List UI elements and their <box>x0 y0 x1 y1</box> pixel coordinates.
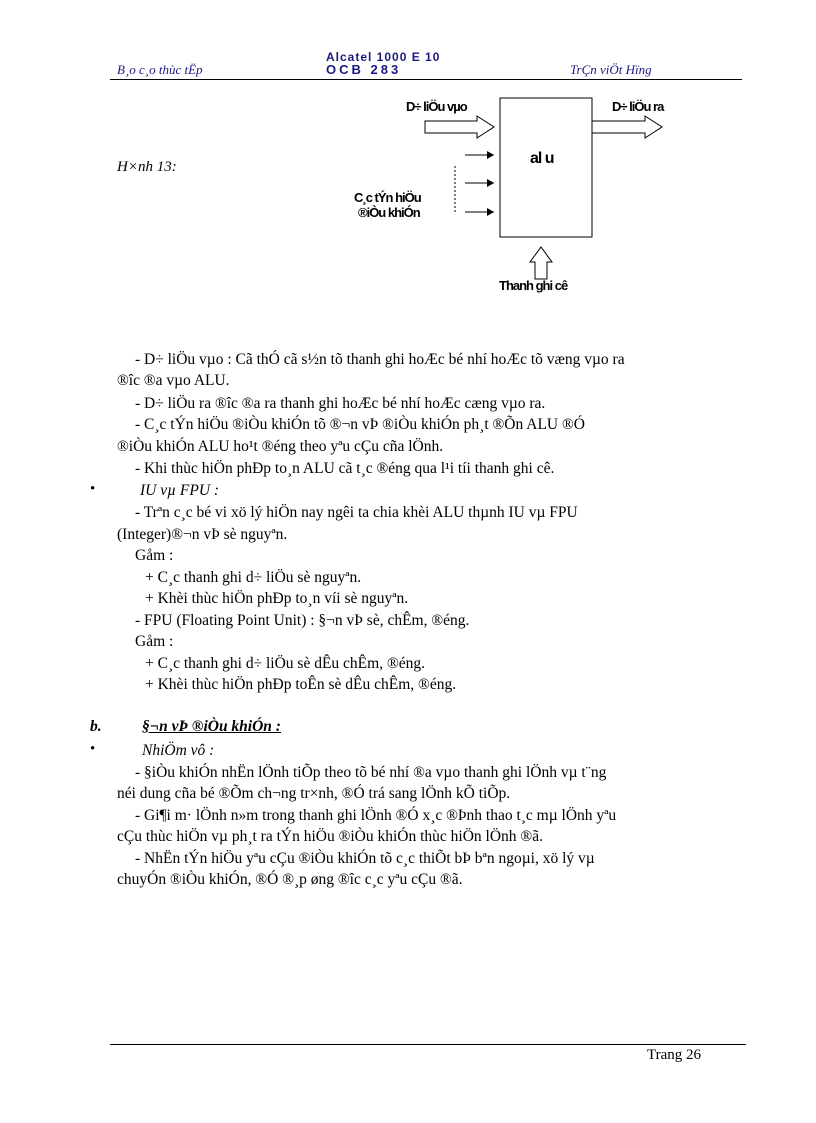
control-arrow-3-head <box>487 208 494 216</box>
data-in-label: D÷ liÖu vµo <box>406 99 467 114</box>
control-label-line2: ®iÒu khiÓn <box>358 205 420 220</box>
paragraph-line: - C¸c tÝn hiÖu ®iÒu khiÓn tõ ®¬n vÞ ®iÒu khiÓn ph¸t ®Õn ALU ®Ó <box>135 416 585 433</box>
data-in-arrow <box>425 116 494 138</box>
control-arrow-2-head <box>487 179 494 187</box>
register-arrow <box>530 247 552 279</box>
list-item: + Khèi thùc hiÖn phÐp toÊn sè dÊu chÊm, ®éng. <box>145 676 457 693</box>
list-item: + C¸c thanh ghi d÷ liÖu sè dÊu chÊm, ®éng. <box>145 655 425 672</box>
list-item: + C¸c thanh ghi d÷ liÖu sè nguyªn. <box>145 569 362 586</box>
paragraph-line: néi dung cña bé ®Õm ch¬ng tr×nh, ®Ó trá sang lÖnh kÕ tiÕp. <box>117 785 511 802</box>
paragraph-line: - FPU (Floating Point Unit) : §¬n vÞ sè, chÊm, ®éng. <box>135 612 470 629</box>
section-number: b. <box>90 718 102 735</box>
control-label-line1: C¸c tÝn hiÖu <box>354 190 421 205</box>
page-number: Trang 26 <box>647 1047 702 1063</box>
header-logo-line1: Alcatel 1000 E 10 <box>326 50 441 64</box>
header-left-text: B¸o c¸o thùc tËp <box>117 62 203 77</box>
control-arrow-1-head <box>487 151 494 159</box>
footer-rule <box>110 1044 746 1045</box>
paragraph-line: - Gi¶i m· lÖnh n»m trong thanh ghi lÖnh ®Ó x¸c ®Þnh thao t¸c mµ lÖnh yªu <box>135 807 617 824</box>
bullet-icon: • <box>90 741 96 757</box>
paragraph-line: cÇu thùc hiÖn vµ ph¸t ra tÝn hiÖu ®iÒu khiÓn thùc hiÖn lÖnh ®ã. <box>117 828 543 845</box>
alu-diagram <box>0 0 816 300</box>
paragraph-line: chuyÓn ®iÒu khiÓn, ®Ó ®¸p øng ®îc c¸c yªu cÇu ®ã. <box>117 871 463 888</box>
paragraph-line: - NhËn tÝn hiÖu yªu cÇu ®iÒu khiÓn tõ c¸c thiÕt bÞ bªn ngoµi, xö lý vµ <box>135 850 595 867</box>
bullet-icon: • <box>90 481 96 497</box>
header-right-text: TrÇn viÖt Hïng <box>570 62 652 77</box>
paragraph-line: ®iÒu khiÓn ALU ho¹t ®éng theo yªu cÇu cña lÖnh. <box>117 438 444 455</box>
subheading-iu-fpu: IU vµ FPU : <box>140 482 220 499</box>
paragraph-line: (Integer)®¬n vÞ sè nguyªn. <box>117 526 288 543</box>
paragraph-line: - D÷ liÖu ra ®îc ®a ra thanh ghi hoÆc bé nhí hoÆc cæng vµo ra. <box>135 395 546 412</box>
data-out-label: D÷ liÖu ra <box>612 99 664 114</box>
alu-label: al u <box>530 150 554 167</box>
register-label: Thanh ghi cê <box>499 278 568 293</box>
paragraph-line: - Trªn c¸c bé vi xö lý hiÖn nay ngêi ta chia khèi ALU thµnh IU vµ FPU <box>135 504 578 521</box>
paragraph-line: - Khi thùc hiÖn phÐp to¸n ALU cã t¸c ®éng qua l¹i tíi thanh ghi cê. <box>135 460 555 477</box>
list-item: + Khèi thùc hiÖn phÐp to¸n víi sè nguyªn. <box>145 590 409 607</box>
paragraph-line: Gåm : <box>135 547 174 564</box>
data-out-arrow <box>592 116 662 138</box>
figure-label: H×nh 13: <box>117 159 177 175</box>
paragraph-line: - §iÒu khiÓn nhËn lÖnh tiÕp theo tõ bé nhí ®a vµo thanh ghi lÖnh vµ t¨ng <box>135 764 607 781</box>
header-logo-line2: OCB 283 <box>326 62 402 77</box>
paragraph-line: - D÷ liÖu vµo : Cã thÓ cã s½n tõ thanh ghi hoÆc bé nhí hoÆc tõ væng vµo ra <box>135 351 625 368</box>
paragraph-line: ®îc ®a vµo ALU. <box>117 372 230 389</box>
paragraph-line: Gåm : <box>135 633 174 650</box>
section-title: §¬n vÞ ®iÒu khiÓn : <box>142 718 281 735</box>
subheading-nhiem-vu: NhiÖm vô : <box>142 742 215 759</box>
